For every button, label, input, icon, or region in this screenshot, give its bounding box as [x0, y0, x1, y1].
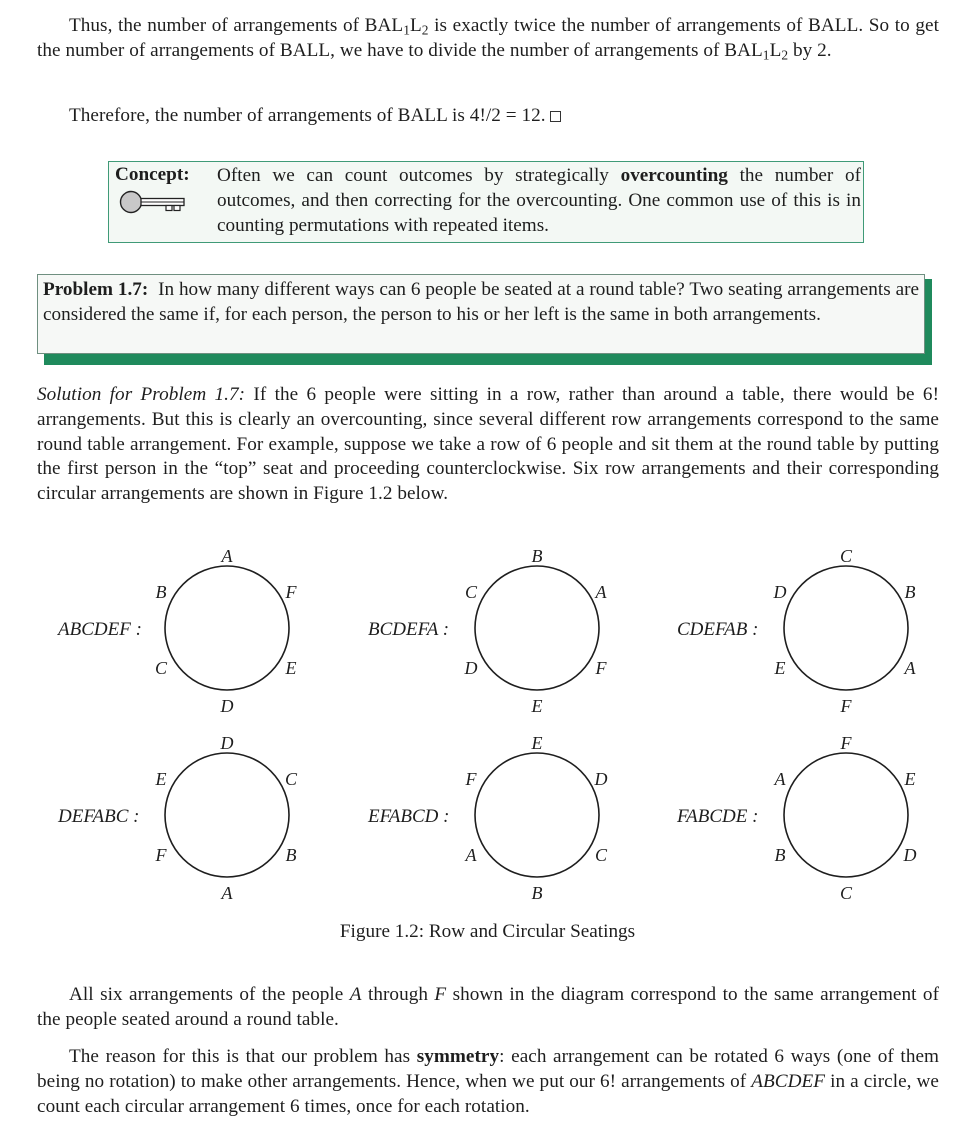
- seat-label-lower-left: C: [154, 658, 168, 678]
- seat-label-lower-right: E: [285, 658, 297, 678]
- seat-label-lower-left: A: [465, 845, 477, 865]
- text-run: the number of outcomes, and then correcting for the overcounting. One common use of this is in counting permutations with repeated items.: [217, 165, 861, 236]
- seat-label-lower-left: B: [774, 845, 786, 865]
- seat-label-bottom: D: [220, 696, 234, 716]
- concept-label: Concept:: [115, 164, 190, 185]
- round-table-circle: [475, 753, 599, 877]
- subscript: 2: [781, 47, 789, 63]
- seat-label-lower-right: D: [903, 845, 917, 865]
- seat-label-upper-left: B: [155, 582, 167, 602]
- problem-text: [43, 277, 919, 327]
- seat-label-bottom: E: [531, 696, 543, 716]
- seat-label-bottom: A: [221, 883, 233, 903]
- text-run: All six arrangements of the people: [69, 984, 350, 1005]
- row-arrangement-label: ABCDEF :: [58, 619, 142, 640]
- seat-label-upper-left: E: [155, 769, 167, 789]
- text-run: Often we can count outcomes by strategically: [217, 165, 621, 186]
- round-table-circle: [784, 566, 908, 690]
- seat-label-lower-right: F: [595, 658, 607, 678]
- italic-var: ABCDEF: [751, 1070, 826, 1092]
- seat-label-lower-right: A: [904, 658, 916, 678]
- round-table-circle: [165, 566, 289, 690]
- seat-label-upper-right: B: [904, 582, 916, 602]
- subscript: 2: [421, 22, 429, 38]
- text-run: L: [769, 39, 782, 61]
- row-arrangement-label: BCDEFA :: [368, 619, 450, 640]
- seat-label-top: C: [839, 546, 853, 566]
- seat-label-upper-left: C: [464, 582, 478, 602]
- text-run: Therefore, the number of arrangements of BALL is 4!/2 = 12.: [69, 105, 546, 126]
- concept-box: [108, 161, 864, 243]
- text-run: by 2.: [788, 39, 832, 61]
- arrangement-DEFABC: [57, 733, 298, 903]
- text-run: in a circle, we count each circular arrangement 6 times, once for each rotation.: [37, 1070, 939, 1117]
- concept-text: [217, 163, 861, 238]
- seat-label-bottom: F: [840, 696, 852, 716]
- seat-label-top: F: [840, 733, 852, 753]
- arrangement-CDEFAB: [677, 546, 917, 716]
- seat-label-upper-right: C: [284, 769, 298, 789]
- seat-label-lower-left: D: [464, 658, 478, 678]
- seat-label-upper-right: A: [595, 582, 607, 602]
- round-table-circle: [165, 753, 289, 877]
- seat-label-top: D: [220, 733, 234, 753]
- row-arrangement-label: FABCDE :: [677, 806, 759, 827]
- seat-label-upper-right: E: [904, 769, 916, 789]
- seat-label-upper-left: A: [774, 769, 786, 789]
- round-table-circle: [475, 566, 599, 690]
- paragraph-ball-twice: [37, 14, 939, 64]
- text-run: through: [361, 984, 435, 1005]
- italic-var: A: [349, 984, 362, 1005]
- problem-statement: In how many different ways can 6 people be seated at a round table? Two seating arrangements are considered the same if, for each person, the person to his or her left is the same in both arrangements.: [43, 279, 920, 325]
- text-run: is exactly twice the number of arrangements of BALL. So to get the number of arrangements of BALL, we have to divide the number of arrangements of BAL: [37, 15, 939, 61]
- bold-term: symmetry: [416, 1046, 500, 1067]
- text-run: The reason for this is that our problem has: [69, 1046, 417, 1067]
- seat-label-lower-left: F: [155, 845, 167, 865]
- row-arrangement-label: EFABCD :: [368, 806, 450, 827]
- problem-label: Problem 1.7:: [43, 279, 149, 300]
- seat-label-bottom: C: [839, 883, 853, 903]
- italic-var: F: [434, 984, 447, 1005]
- seating-diagram: [0, 530, 960, 910]
- seat-label-top: B: [531, 546, 543, 566]
- seat-label-upper-right: D: [594, 769, 608, 789]
- paragraph-therefore: [37, 104, 939, 129]
- text-run: L: [409, 15, 422, 36]
- qed-box-icon: [550, 111, 561, 122]
- seat-label-top: E: [531, 733, 543, 753]
- row-arrangement-label: CDEFAB :: [677, 619, 759, 640]
- seat-label-upper-left: D: [773, 582, 787, 602]
- bold-term: overcounting: [620, 165, 728, 186]
- paragraph-all-six: [37, 983, 939, 1033]
- text-run: Thus, the number of arrangements of BAL: [69, 15, 404, 36]
- seat-label-bottom: B: [531, 883, 543, 903]
- seat-label-lower-left: E: [774, 658, 786, 678]
- key-icon: [119, 190, 189, 216]
- arrangement-FABCDE: [676, 733, 917, 903]
- paragraph-symmetry: [37, 1045, 939, 1119]
- solution-paragraph: [37, 383, 939, 507]
- arrangement-EFABCD: [367, 733, 608, 903]
- text-run: : each arrangement can be rotated 6 ways (one of them being no rotation) to make other arrangements. Hence, when we put our 6! arrangements of: [37, 1046, 940, 1092]
- seat-label-lower-right: B: [285, 845, 297, 865]
- figure-caption: Figure 1.2: Row and Circular Seatings: [339, 921, 636, 942]
- text-run: shown in the diagram correspond to the same arrangement of the people seated around a round table.: [37, 984, 940, 1030]
- subscript: 1: [762, 47, 770, 63]
- seat-label-upper-left: F: [465, 769, 477, 789]
- arrangement-BCDEFA: [368, 546, 608, 716]
- seat-label-lower-right: C: [594, 845, 608, 865]
- round-table-circle: [784, 753, 908, 877]
- subscript: 1: [403, 22, 410, 38]
- solution-text: If the 6 people were sitting in a row, rather than around a table, there would be 6! arrangements. But this is clearly an overcounting, since several different row arrangements correspond to the same round table arrangement. For example, suppose we take a row of 6 people and sit them at the round table by putting the first person in the “top” seat and proceeding counterclockwise. Six row arrangements and their corresponding circular arrangements are shown in Figure 1.2 below.: [37, 384, 940, 505]
- seat-label-upper-right: F: [285, 582, 297, 602]
- row-arrangement-label: DEFABC :: [58, 806, 140, 827]
- solution-label: Solution for Problem 1.7:: [37, 384, 246, 405]
- seat-label-top: A: [221, 546, 233, 566]
- problem-box: [37, 274, 925, 354]
- arrangement-ABCDEF: [56, 546, 298, 716]
